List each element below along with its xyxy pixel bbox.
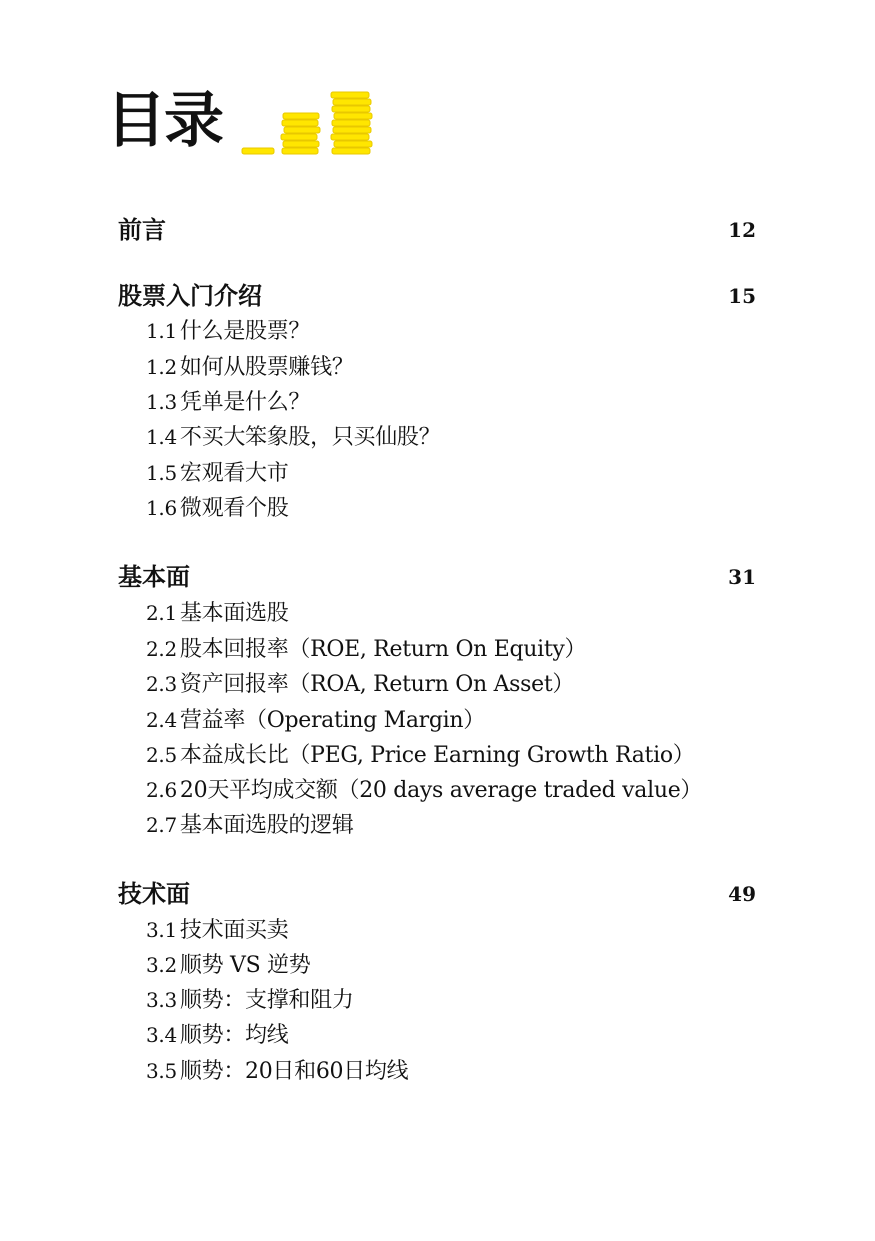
entry-number: 2.3 <box>146 672 177 696</box>
entry-title: 不买大笨象股，只买仙股？ <box>179 425 441 450</box>
entry-number: 2.5 <box>146 743 177 767</box>
toc-entry[interactable] <box>146 915 288 945</box>
section-page-number: 31 <box>728 565 756 589</box>
toc-entry[interactable] <box>146 316 310 346</box>
toc-entry[interactable] <box>146 352 354 382</box>
toc-section-technicals[interactable] <box>118 879 756 909</box>
entry-title: 营益率（Operating Margin） <box>179 708 485 733</box>
toc-entry[interactable] <box>146 775 702 805</box>
entry-title: 20天平均成交额（20 days average traded value） <box>179 778 703 803</box>
page-title: 目录 <box>106 86 222 156</box>
toc-entry[interactable] <box>146 493 288 523</box>
section-title: 股票入门介绍 <box>118 281 262 310</box>
coin-stack-small <box>242 148 274 154</box>
section-title: 前言 <box>118 215 166 244</box>
entry-number: 3.2 <box>146 953 177 977</box>
toc-entry[interactable] <box>146 950 310 980</box>
entry-title: 顺势：支撑和阻力 <box>179 988 354 1013</box>
entry-number: 3.4 <box>146 1023 177 1047</box>
section-page-number: 12 <box>728 218 756 242</box>
section-page-number: 49 <box>728 882 756 906</box>
toc-entry[interactable] <box>146 705 485 735</box>
entry-title: 本益成长比（PEG, Price Earning Growth Ratio） <box>179 743 695 768</box>
entry-number: 2.7 <box>146 813 177 837</box>
toc-entry[interactable] <box>146 810 354 840</box>
entry-title: 如何从股票赚钱？ <box>179 355 354 380</box>
entry-number: 2.6 <box>146 778 177 802</box>
entry-title: 基本面选股 <box>179 601 289 626</box>
coin-stacks-icon <box>240 86 380 158</box>
entry-title: 宏观看大市 <box>179 461 289 486</box>
entry-title: 股本回报率（ROE, Return On Equity） <box>179 637 587 662</box>
toc-section-preface[interactable] <box>118 215 756 245</box>
entry-number: 1.4 <box>146 425 177 449</box>
entry-number: 3.5 <box>146 1059 177 1083</box>
toc-entry[interactable] <box>146 634 586 664</box>
entry-title: 顺势 VS 逆势 <box>179 953 311 978</box>
entry-number: 2.2 <box>146 637 177 661</box>
toc-entry[interactable] <box>146 1020 288 1050</box>
entry-number: 2.1 <box>146 601 177 625</box>
entry-title: 顺势：均线 <box>179 1023 289 1048</box>
entry-number: 1.3 <box>146 390 177 414</box>
toc-entry[interactable] <box>146 422 440 452</box>
coin-stack-medium <box>281 113 320 154</box>
toc-entry[interactable] <box>146 740 694 770</box>
section-title: 基本面 <box>118 562 190 591</box>
toc-section-intro[interactable] <box>118 281 756 311</box>
toc-entry[interactable] <box>146 669 574 699</box>
toc-entry[interactable] <box>146 1056 408 1086</box>
entry-number: 1.2 <box>146 355 177 379</box>
section-page-number: 15 <box>728 284 756 308</box>
toc-section-fundamentals[interactable] <box>118 562 756 592</box>
entry-title: 顺势：20日和60日均线 <box>179 1059 409 1084</box>
toc-entry[interactable] <box>146 458 288 488</box>
entry-number: 2.4 <box>146 708 177 732</box>
toc-entry[interactable] <box>146 985 354 1015</box>
entry-number: 1.5 <box>146 461 177 485</box>
section-title: 技术面 <box>118 879 190 908</box>
entry-title: 什么是股票？ <box>179 319 311 344</box>
toc-entry[interactable] <box>146 387 310 417</box>
entry-title: 凭单是什么？ <box>179 390 311 415</box>
entry-number: 3.3 <box>146 988 177 1012</box>
entry-number: 3.1 <box>146 918 177 942</box>
toc-entry[interactable] <box>146 598 288 628</box>
entry-title: 技术面买卖 <box>179 918 289 943</box>
entry-title: 微观看个股 <box>179 496 289 521</box>
entry-title: 基本面选股的逻辑 <box>179 813 354 838</box>
entry-number: 1.6 <box>146 496 177 520</box>
coin-stack-tall <box>331 92 372 154</box>
entry-number: 1.1 <box>146 319 177 343</box>
entry-title: 资产回报率（ROA, Return On Asset） <box>179 672 575 697</box>
